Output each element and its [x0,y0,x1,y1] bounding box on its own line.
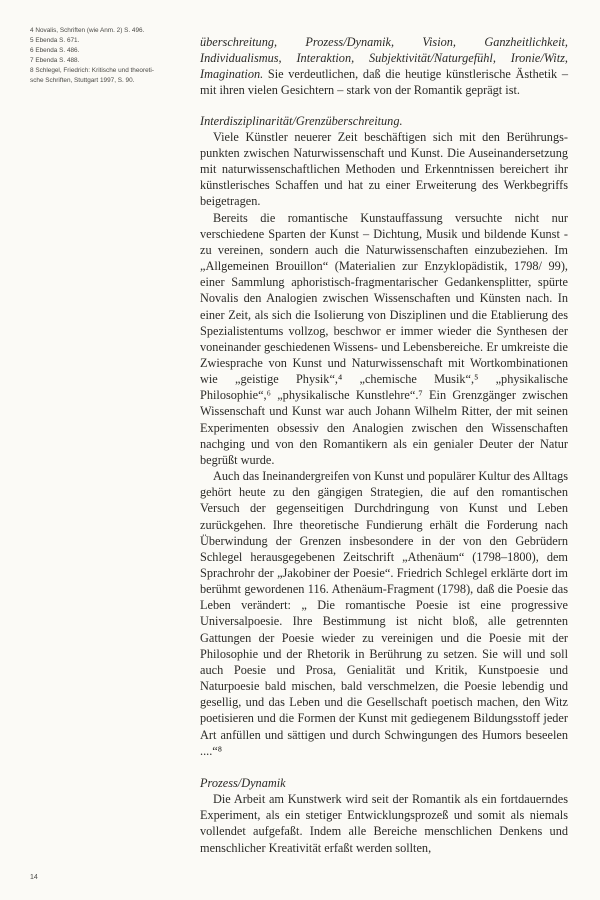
body-paragraph: Auch das Ineinandergreifen von Kunst und populärer Kultur des Alltags gehört heute zu den gängigen Strategien, die auf den romantischen Versuch der gegenseitigen Durchdringung von Kunst und Leben zurückgehen. Ihre theoretische Fundierung erhält die Forderung nach Überwindung der Grenzen insbesondere in der von den Gebrüdern Schlegel herausgegebenen Zeitschrift „Athenäum“ (1798–1800), dem Sprachrohr der „Jakobiner der Poesie“. Friedrich Schlegel erklärte dort im berühmt gewordenen 116. Athenäum-Fragment (1798), daß die Poesie das Leben verändert: „ Die romantische Poesie ist eine progressive Universalpoesie. Ihre Bestimmung ist nicht bloß, alle getrennten Gattungen der Poesie wieder zu vereinigen und die Poesie mit der Philosophie und der Rhetorik in Berührung zu setzen. Sie will und soll auch Poesie und Prosa, Genialität und Kritik, Kunstpoesie und Naturpoesie bald mischen, bald verschmelzen, die Poesie lebendig und gesellig, und das Leben und die Gesellschaft poetisch machen, den Witz poetisieren und die Formen der Kunst mit gediegenem Bildungsstoff jeder Art anfüllen und sättigen und durch Schwingungen des Humors beseelen ....“⁸ [200,469,568,758]
footnote: 8 Schlegel, Friedrich: Kritische und theoreti- [30,67,154,74]
footnote: 5 Ebenda S. 671. [30,37,80,44]
main-text [200,34,568,856]
footnotes [30,26,180,86]
footnote: sche Schriften, Stuttgart 1997, S. 90. [30,77,135,84]
footnote: 6 Ebenda S. 486. [30,47,80,54]
page-number: 14 [30,874,38,881]
section-heading: Prozess/Dynamik [200,775,286,790]
intro-rest: Sie verdeutlichen, daß die heutige künstlerische Ästhetik – mit ihren vielen Gesichtern – stark von der Romantik geprägt ist. [200,67,568,98]
body-paragraph: Bereits die romantische Kunstauffassung versuchte nicht nur verschiedene Sparten der Kunst – Dichtung, Musik und bildende Kunst - zu vereinen, sondern auch die Naturwissenschaften einzubeziehen. Im „Allgemeinen Brouillon“ (Materialien zur Enzyklopädistik, 1798/ 99), einer Sammlung aphoristisch-fragmentarischer Gedankensplitter, spürte Novalis den Analogien zwischen Wissenschaften und Künsten nach. In einer Zeit, als sich die Isolierung von Disziplinen und die Etablierung des Spezialistentums vollzog, beschwor er immer wieder die Synthesen der voneinander geschiedenen Wissens- und Lebensbereiche. Er umkreiste die Zwiesprache von Kunst und Naturwissenschaft mit Wortkombinationen wie „geistige Physik“,⁴ „chemische Musik“,⁵ „physikalische Philosophie“,⁶ „physikalische Kunstlehre“.⁷ Ein Grenzgänger zwischen Wissenschaft und Kunst war auch Johann Wilhelm Ritter, der mit seinen Experimenten obsessiv den Analogien zwischen den Wissenschaften nachging und von den Romantikern als ein genialer Deuter der Natur begrüßt wurde. [200,210,568,467]
keyword-list: überschreitung, Prozess/Dynamik, Vision, Ganzheitlichkeit, Individualismus, Interaktion, Subjektivität/Naturgefühl, Ironie/Witz, Imagination. [200,35,568,82]
body-paragraph: Die Arbeit am Kunstwerk wird seit der Romantik als ein fortdauerndes Experiment, als ein stetiger Entwicklungsprozeß und somit als niemals vollendet aufgefaßt. Indem alle Bereiche menschlichen Denkens und menschlicher Kreativität erfaßt werden sollten, [200,792,568,855]
body-paragraph: Viele Künstler neuerer Zeit beschäftigen sich mit den Berührungspunkten zwischen Naturwissenschaft und Kunst. Die Auseinandersetzung mit naturwissenschaftlichen Methoden und Erkenntnissen bereichert ihr künstlerisches Schaffen und hat zu einer Erweiterung des Werkbegriffs beigetragen. [200,129,568,209]
section-heading: Interdisziplinarität/Grenzüberschreitung. [200,113,403,128]
footnote: 7 Ebenda S. 488. [30,57,80,64]
intro-paragraph [200,34,568,99]
footnote: 4 Novalis, Schriften (wie Anm. 2) S. 496. [30,27,145,34]
